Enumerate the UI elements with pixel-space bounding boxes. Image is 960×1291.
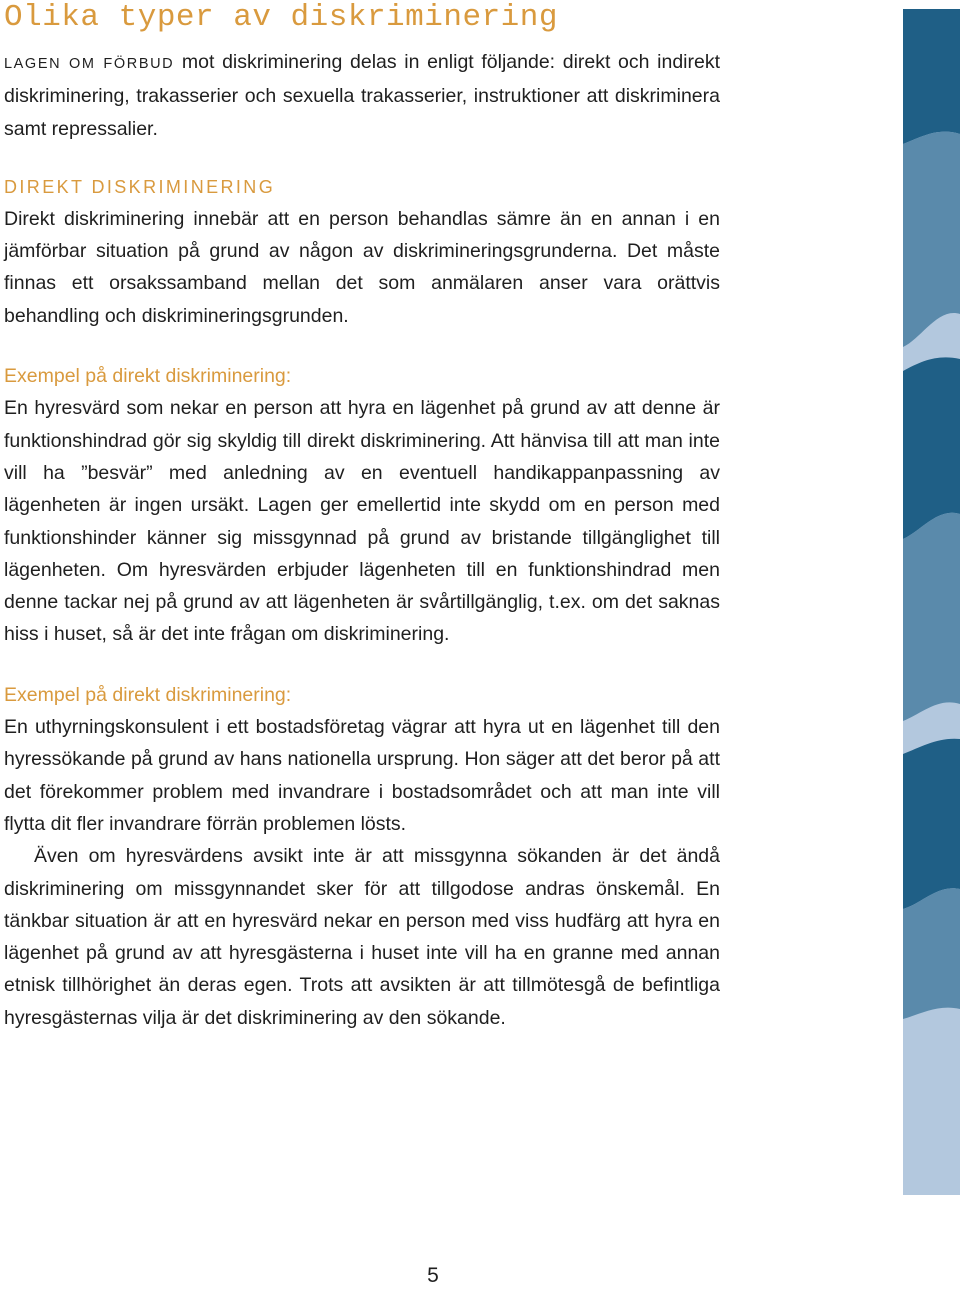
- decorative-wave-band: [903, 9, 960, 1195]
- body-text: [4, 46, 720, 1034]
- example-heading-2: Exempel på direkt diskriminering:: [4, 683, 292, 706]
- example-2-paragraph: En uthyrningskonsulent i ett bostadsföretag vägrar att hyra ut en lägenhet till den hyressökande på grund av hans nationella ursprung. Hon säger att det beror på att det förekommer problem med invandrare i bostadsområdet och att man inte vill flytta dit fler invandrare förrän problemen lösts.: [4, 716, 720, 835]
- intro-paragraph: [4, 46, 720, 145]
- page-number: 5: [427, 1264, 439, 1287]
- example-heading-1: Exempel på direkt diskriminering:: [4, 365, 292, 388]
- lead-in-small-caps: LAGEN OM FÖRBUD: [4, 56, 175, 72]
- page-title: Olika typer av diskriminering: [4, 0, 558, 35]
- example-1-paragraph: En hyresvärd som nekar en person att hyra en lägenhet på grund av att denne är funktionshindrad gör sig skyldig till direkt diskriminering. Att hänvisa till att man inte vill ha ”besvär” med anledning av en eventuell handikappanpassning av lägenheten är ingen ursäkt. Lagen ger emellertid inte skydd om en person med funktionshinder känner sig missgynnad på grund av bristande tillgänglighet till lägenheten. Om hyresvärden erbjuder lägenheten till en funktionshindrad men denne tackar nej på grund av att lägenheten är svårtillgänglig, t.ex. om det saknas hiss i huset, så är det inte frågan om diskriminering.: [4, 397, 720, 646]
- intro-text: mot diskriminering delas in enligt följande: direkt och indirekt diskriminering, trakasserier och sexuella trakasserier, instruktioner att diskriminera samt repressalier.: [4, 51, 721, 140]
- direct-discrimination-paragraph: Direkt diskriminering innebär att en person behandlas sämre än en annan i en jämförbar situation på grund av någon av diskrimineringsgrunderna. Det måste finnas ett orsakssamband mellan det som anmälaren anser vara orättvis behandling och diskrimineringsgrunden.: [4, 207, 720, 327]
- section-heading-direct: DIREKT DISKRIMINERING: [4, 176, 276, 197]
- example-2-followup-paragraph: Även om hyresvärdens avsikt inte är att missgynna sökanden är det ändå diskriminering om missgynnandet sker för att tillgodose andras önskemål. En tänkbar situation är att en hyresvärd nekar en person med viss hudfärg att hyra en lägenhet på grund av att hyresgästerna i huset inte vill ha en granne med annan etnisk tillhörighet än deras egen. Trots att avsikten är att tillmötesgå de befintliga hyresgästernas vilja är det diskriminering av den sökande.: [4, 845, 720, 1029]
